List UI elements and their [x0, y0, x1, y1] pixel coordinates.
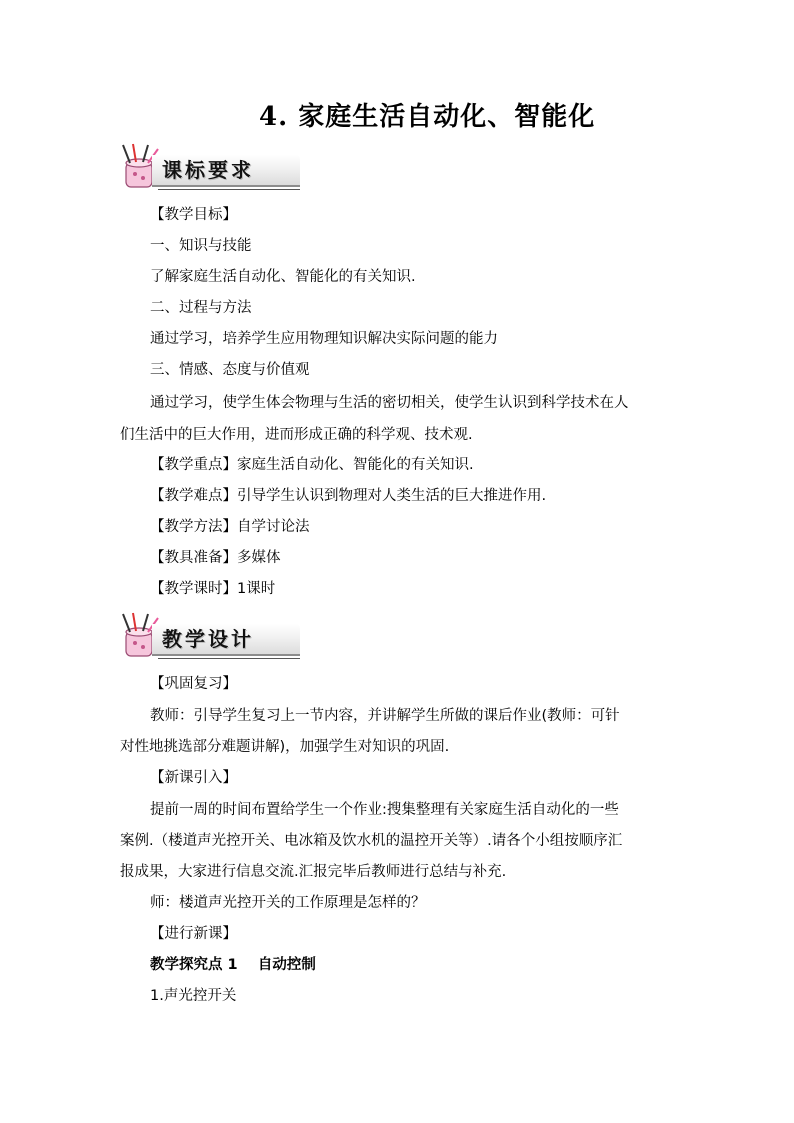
teaching-tools: 【教具准备】多媒体 — [150, 550, 281, 566]
intro-heading: 【新课引入】 — [150, 770, 237, 786]
review-text-2: 对性地挑选部分难题讲解)，加强学生对知识的巩固. — [120, 739, 450, 755]
item-sound-light-switch: 1.声光控开关 — [150, 988, 237, 1004]
teaching-focus: 【教学重点】家庭生活自动化、智能化的有关知识. — [150, 457, 474, 473]
section-emotion-title: 三、情感、态度与价值观 — [150, 362, 310, 378]
section-knowledge-text: 了解家庭生活自动化、智能化的有关知识. — [150, 269, 416, 285]
teaching-goals-heading: 【教学目标】 — [150, 207, 237, 223]
banner-label: 课标要求 — [162, 158, 254, 182]
teaching-hours: 【教学课时】1课时 — [150, 581, 276, 597]
section-process-text: 通过学习，培养学生应用物理知识解决实际问题的能力 — [150, 331, 498, 347]
section-process-title: 二、过程与方法 — [150, 300, 252, 316]
review-text-1: 教师：引导学生复习上一节内容，并讲解学生所做的课后作业(教师：可针 — [150, 708, 620, 724]
section-emotion-text-1: 通过学习，使学生体会物理与生活的密切相关，使学生认识到科学技术在人 — [150, 395, 629, 411]
new-lesson-heading: 【进行新课】 — [150, 926, 237, 942]
section-banner-curriculum — [118, 143, 300, 191]
inquiry-point-1: 教学探究点 1 自动控制 — [150, 957, 316, 973]
section-knowledge-title: 一、知识与技能 — [150, 238, 252, 254]
intro-text-3: 报成果，大家进行信息交流.汇报完毕后教师进行总结与补充. — [120, 864, 507, 880]
section-banner-design — [118, 612, 300, 660]
intro-text-1: 提前一周的时间布置给学生一个作业:搜集整理有关家庭生活自动化的一些 — [150, 802, 619, 818]
intro-question: 师：楼道声光控开关的工作原理是怎样的？ — [150, 895, 426, 911]
review-heading: 【巩固复习】 — [150, 676, 237, 692]
teaching-method: 【教学方法】自学讨论法 — [150, 519, 310, 535]
page-title: 4. 家庭生活自动化、智能化 — [259, 102, 596, 132]
section-emotion-text-2: 们生活中的巨大作用，进而形成正确的科学观、技术观. — [120, 427, 473, 443]
teaching-difficulty: 【教学难点】引导学生认识到物理对人类生活的巨大推进作用. — [150, 488, 547, 504]
banner-label: 教学设计 — [162, 627, 254, 651]
intro-text-2: 案例.（楼道声光控开关、电冰箱及饮水机的温控开关等）.请各个小组按顺序汇 — [120, 833, 623, 849]
